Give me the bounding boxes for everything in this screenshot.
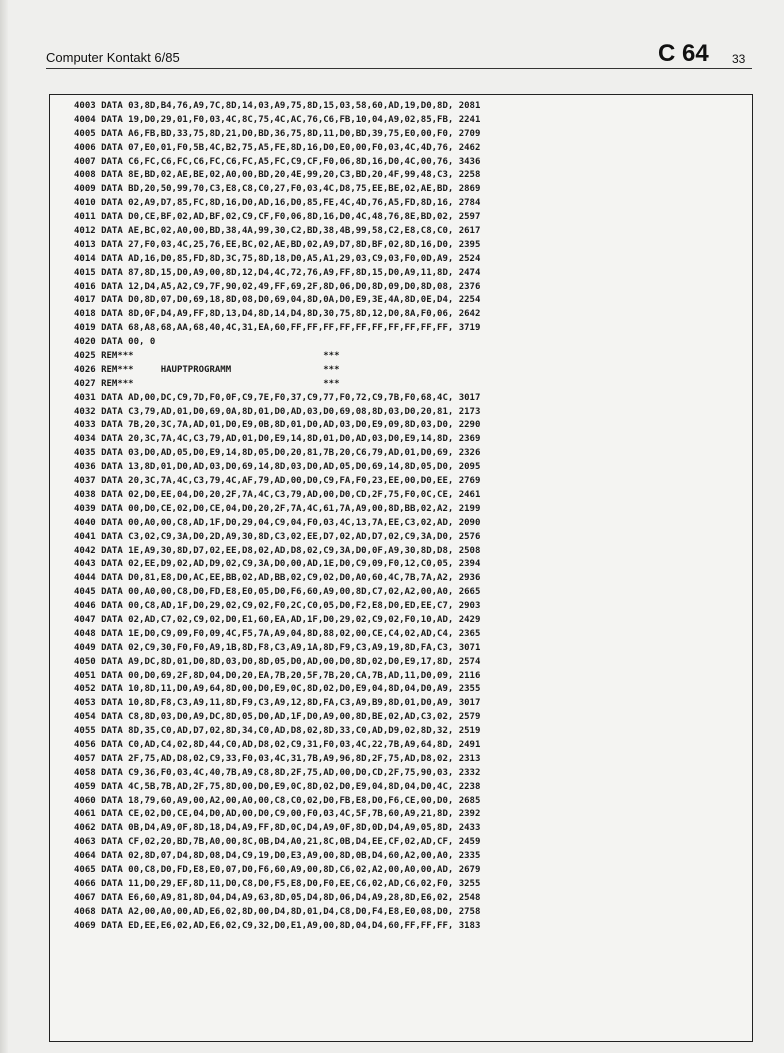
listing-line: 4011 DATA D0,CE,BF,02,AD,BF,02,C9,CF,F0,06,8D,16,D0,4C,48,76,8E,BD,02, 2597: [74, 212, 481, 223]
listing-line: 4019 DATA 68,A8,68,AA,68,40,4C,31,EA,60,FF,FF,FF,FF,FF,FF,FF,FF,FF,FF, 3719: [74, 323, 481, 334]
listing-line: 4014 DATA AD,16,D0,85,FD,8D,3C,75,8D,18,D0,A5,A1,29,03,C9,03,F0,0D,A9, 2524: [74, 253, 481, 264]
listing-line: 4017 DATA D0,8D,07,D0,69,18,8D,08,D0,69,04,8D,0A,D0,E9,3E,4A,8D,0E,D4, 2254: [74, 295, 481, 306]
listing-line: 4025 REM*** ***: [74, 351, 340, 362]
listing-line: 4049 DATA 02,C9,30,F0,F0,A9,1B,8D,F8,C3,A9,1A,8D,F9,C3,A9,19,8D,FA,C3, 3071: [74, 642, 481, 653]
publication-name: Computer Kontakt 6/85: [46, 50, 180, 65]
listing-line: 4051 DATA 00,D0,69,2F,8D,04,D0,20,EA,7B,20,5F,7B,20,CA,7B,AD,11,D0,09, 2116: [74, 670, 481, 681]
listing-line: 4015 DATA 87,8D,15,D0,A9,00,8D,12,D4,4C,72,76,A9,FF,8D,15,D0,A9,11,8D, 2474: [74, 267, 481, 278]
basic-data-listing: [74, 100, 744, 933]
listing-line: 4026 REM*** HAUPTPROGRAMM ***: [74, 364, 340, 375]
listing-line: 4050 DATA A9,DC,8D,01,D0,8D,03,D0,8D,05,D0,AD,00,D0,8D,02,D0,E9,17,8D, 2574: [74, 656, 481, 667]
listing-line: 4042 DATA 1E,A9,30,8D,D7,02,EE,D8,02,AD,D8,02,C9,3A,D0,0F,A9,30,8D,D8, 2508: [74, 545, 481, 556]
listing-line: 4066 DATA 11,D0,29,EF,8D,11,D0,C8,D0,F5,E8,D0,F0,EE,C6,02,AD,C6,02,F0, 3255: [74, 878, 481, 889]
listing-line: 4041 DATA C3,02,C9,3A,D0,2D,A9,30,8D,C3,02,EE,D7,02,AD,D7,02,C9,3A,D0, 2576: [74, 531, 481, 542]
listing-line: 4056 DATA C0,AD,C4,02,8D,44,C0,AD,D8,02,C9,31,F0,03,4C,22,7B,A9,64,8D, 2491: [74, 739, 481, 750]
listing-line: 4053 DATA 10,8D,F8,C3,A9,11,8D,F9,C3,A9,12,8D,FA,C3,A9,B9,8D,01,D0,A9, 3017: [74, 698, 481, 709]
page-header: [46, 40, 752, 70]
listing-line: 4016 DATA 12,D4,A5,A2,C9,7F,90,02,49,FF,69,2F,8D,06,D0,8D,09,D0,8D,08, 2376: [74, 281, 481, 292]
listing-line: 4059 DATA 4C,5B,7B,AD,2F,75,8D,00,D0,E9,0C,8D,02,D0,E9,04,8D,04,D0,4C, 2238: [74, 781, 481, 792]
listing-line: 4057 DATA 2F,75,AD,D8,02,C9,33,F0,03,4C,31,7B,A9,96,8D,2F,75,AD,D8,02, 2313: [74, 753, 481, 764]
listing-line: 4040 DATA 00,A0,00,C8,AD,1F,D0,29,04,C9,04,F0,03,4C,13,7A,EE,C3,02,AD, 2090: [74, 517, 481, 528]
listing-line: 4037 DATA 20,3C,7A,4C,C3,79,4C,AF,79,AD,00,D0,C9,FA,F0,23,EE,00,D0,EE, 2769: [74, 476, 481, 487]
listing-line: 4069 DATA ED,EE,E6,02,AD,E6,02,C9,32,D0,E1,A9,00,8D,04,D4,60,FF,FF,FF, 3183: [74, 920, 481, 931]
listing-line: 4063 DATA CF,02,20,BD,7B,A0,00,8C,0B,D4,A0,21,8C,0B,D4,EE,CF,02,AD,CF, 2459: [74, 837, 481, 848]
listing-line: 4068 DATA A2,00,A0,00,AD,E6,02,8D,00,D4,8D,01,D4,C8,D0,F4,E8,E0,08,D0, 2758: [74, 906, 481, 917]
listing-line: 4043 DATA 02,EE,D9,02,AD,D9,02,C9,3A,D0,00,AD,1E,D0,C9,09,F0,12,C0,05, 2394: [74, 559, 481, 570]
section-label: C 64: [658, 40, 709, 67]
listing-line: 4010 DATA 02,A9,D7,85,FC,8D,16,D0,AD,16,D0,85,FE,4C,4D,76,A5,FD,8D,16, 2784: [74, 198, 481, 209]
listing-line: 4054 DATA C8,8D,03,D0,A9,DC,8D,05,D0,AD,1F,D0,A9,00,8D,BE,02,AD,C3,02, 2579: [74, 712, 481, 723]
listing-line: 4067 DATA E6,60,A9,81,8D,04,D4,A9,63,8D,05,D4,8D,06,D4,A9,28,8D,E6,02, 2548: [74, 892, 481, 903]
listing-line: 4048 DATA 1E,D0,C9,09,F0,09,4C,F5,7A,A9,04,8D,88,02,00,CE,C4,02,AD,C4, 2365: [74, 628, 481, 639]
listing-line: 4058 DATA C9,36,F0,03,4C,40,7B,A9,C8,8D,2F,75,AD,00,D0,CD,2F,75,90,03, 2332: [74, 767, 481, 778]
listing-line: 4018 DATA 8D,0F,D4,A9,FF,8D,13,D4,8D,14,D4,8D,30,75,8D,12,D0,8A,F0,06, 2642: [74, 309, 481, 320]
listing-line: 4007 DATA C6,FC,C6,FC,C6,FC,C6,FC,A5,FC,C9,CF,F0,06,8D,16,D0,4C,00,76, 3436: [74, 156, 481, 167]
listing-line: 4055 DATA 8D,35,C0,AD,D7,02,8D,34,C0,AD,D8,02,8D,33,C0,AD,D9,02,8D,32, 2519: [74, 726, 481, 737]
listing-line: 4065 DATA 00,C8,D0,FD,E8,E0,07,D0,F6,60,A9,00,8D,C6,02,A2,00,A0,00,AD, 2679: [74, 864, 481, 875]
listing-line: 4062 DATA 0B,D4,A9,0F,8D,18,D4,A9,FF,8D,0C,D4,A9,0F,8D,0D,D4,A9,05,8D, 2433: [74, 823, 481, 834]
page-number: 33: [732, 52, 746, 66]
listing-line: 4013 DATA 27,F0,03,4C,25,76,EE,BC,02,AE,BD,02,A9,D7,8D,BF,02,8D,16,D0, 2395: [74, 239, 481, 250]
listing-line: 4020 DATA 00, 0: [74, 337, 156, 348]
listing-line: 4034 DATA 20,3C,7A,4C,C3,79,AD,01,D0,E9,14,8D,01,D0,AD,03,D0,E9,14,8D, 2369: [74, 434, 481, 445]
listing-line: 4027 REM*** ***: [74, 378, 340, 389]
listing-line: 4004 DATA 19,D0,29,01,F0,03,4C,8C,75,4C,AC,76,C6,FB,10,04,A9,02,85,FB, 2241: [74, 114, 481, 125]
listing-line: 4044 DATA D0,81,E8,D0,AC,EE,BB,02,AD,BB,02,C9,02,D0,A0,60,4C,7B,7A,A2, 2936: [74, 573, 481, 584]
listing-line: 4006 DATA 07,E0,01,F0,5B,4C,B2,75,A5,FE,8D,16,D0,E0,00,F0,03,4C,4D,76, 2462: [74, 142, 481, 153]
listing-line: 4052 DATA 10,8D,11,D0,A9,64,8D,00,D0,E9,0C,8D,02,D0,E9,04,8D,04,D0,A9, 2355: [74, 684, 481, 695]
listing-line: 4061 DATA CE,02,D0,CE,04,D0,AD,00,D0,C9,00,F0,03,4C,5F,7B,60,A9,21,8D, 2392: [74, 809, 481, 820]
listing-line: 4032 DATA C3,79,AD,01,D0,69,0A,8D,01,D0,AD,03,D0,69,08,8D,03,D0,20,81, 2173: [74, 406, 481, 417]
listing-line: 4031 DATA AD,00,DC,C9,7D,F0,0F,C9,7E,F0,37,C9,77,F0,72,C9,7B,F0,68,4C, 3017: [74, 392, 481, 403]
listing-line: 4036 DATA 13,8D,01,D0,AD,03,D0,69,14,8D,03,D0,AD,05,D0,69,14,8D,05,D0, 2095: [74, 462, 481, 473]
listing-line: 4060 DATA 18,79,60,A9,00,A2,00,A0,00,C8,C0,02,D0,FB,E8,D0,F6,CE,00,D0, 2685: [74, 795, 481, 806]
listing-line: 4047 DATA 02,AD,C7,02,C9,02,D0,E1,60,EA,AD,1F,D0,29,02,C9,02,F0,10,AD, 2429: [74, 614, 481, 625]
listing-line: 4033 DATA 7B,20,3C,7A,AD,01,D0,E9,0B,8D,01,D0,AD,03,D0,E9,09,8D,03,D0, 2290: [74, 420, 481, 431]
listing-line: 4038 DATA 02,D0,EE,04,D0,20,2F,7A,4C,C3,79,AD,00,D0,CD,2F,75,F0,0C,CE, 2461: [74, 489, 481, 500]
page-binding-edge: [0, 0, 8, 1053]
listing-line: 4035 DATA 03,D0,AD,05,D0,E9,14,8D,05,D0,20,81,7B,20,C6,79,AD,01,D0,69, 2326: [74, 448, 481, 459]
header-rule: [46, 68, 752, 69]
listing-line: 4045 DATA 00,A0,00,C8,D0,FD,E8,E0,05,D0,F6,60,A9,00,8D,C7,02,A2,00,A0, 2665: [74, 587, 481, 598]
listing-line: 4039 DATA 00,D0,CE,02,D0,CE,04,D0,20,2F,7A,4C,61,7A,A9,00,8D,BB,02,A2, 2199: [74, 503, 481, 514]
listing-line: 4005 DATA A6,FB,BD,33,75,8D,21,D0,BD,36,75,8D,11,D0,BD,39,75,E0,00,F0, 2709: [74, 128, 481, 139]
listing-line: 4064 DATA 02,8D,07,D4,8D,08,D4,C9,19,D0,E3,A9,00,8D,0B,D4,60,A2,00,A0, 2335: [74, 851, 481, 862]
listing-line: 4009 DATA BD,20,50,99,70,C3,E8,C8,C0,27,F0,03,4C,D8,75,EE,BE,02,AE,BD, 2869: [74, 184, 481, 195]
listing-line: 4046 DATA 00,C8,AD,1F,D0,29,02,C9,02,F0,2C,C0,05,D0,F2,E8,D0,ED,EE,C7, 2903: [74, 601, 481, 612]
listing-line: 4008 DATA 8E,BD,02,AE,BE,02,A0,00,BD,20,4E,99,20,C3,BD,20,4F,99,48,C3, 2258: [74, 170, 481, 181]
listing-line: 4012 DATA AE,BC,02,A0,00,BD,38,4A,99,30,C2,BD,38,4B,99,58,C2,E8,C8,C0, 2617: [74, 226, 481, 237]
listing-line: 4003 DATA 03,8D,B4,76,A9,7C,8D,14,03,A9,75,8D,15,03,58,60,AD,19,D0,8D, 2081: [74, 101, 481, 111]
